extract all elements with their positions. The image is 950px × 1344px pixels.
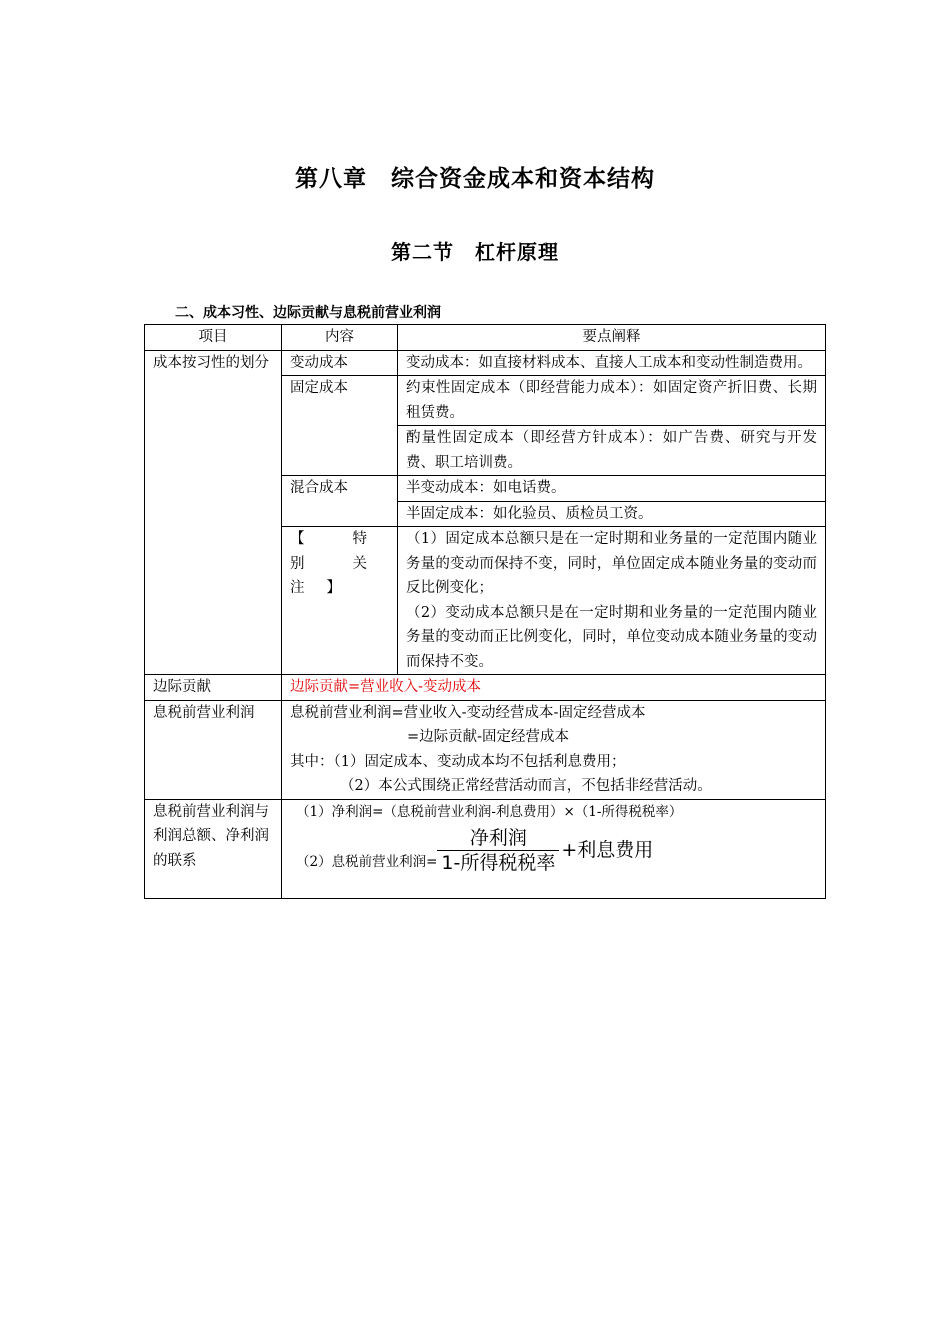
header-item: 项目 xyxy=(145,325,282,351)
table-row xyxy=(145,675,826,701)
relation-suffix: +利息费用 xyxy=(561,839,654,862)
ebit-line-2: =边际贡献-固定经营成本 xyxy=(407,729,570,745)
special-note-label: 【特别关注】 xyxy=(282,527,398,675)
relation-line-1: （1）净利润=（息税前营业利润-利息费用）×（1-所得税税率） xyxy=(296,803,683,820)
relation-fraction xyxy=(437,826,559,875)
section-title: 第二节 杠杆原理 xyxy=(391,240,559,264)
mixed-cost-label: 混合成本 xyxy=(282,476,398,527)
fixed-cost-label: 固定成本 xyxy=(282,376,398,476)
table-row xyxy=(145,350,826,376)
relation-formula xyxy=(282,799,826,898)
header-explanation: 要点阐释 xyxy=(398,325,826,351)
discretionary-fixed-cost-text: 酌量性固定成本（即经营方针成本）：如广告费、研究与开发费、职工培训费。 xyxy=(398,426,826,476)
subsection-title: 二、成本习性、边际贡献与息税前营业利润 xyxy=(175,305,441,321)
semi-variable-cost-text: 半变动成本：如电话费。 xyxy=(398,476,826,502)
cost-table xyxy=(144,324,826,899)
note-point-1: （1）固定成本总额只是在一定时期和业务量的一定范围内随业务量的变动而保持不变，同时，单位固定成本随业务量的变动而反比例变化； xyxy=(406,531,817,596)
relation-line-2 xyxy=(290,826,817,875)
semi-fixed-cost-text: 半固定成本：如化验员、质检员工资。 xyxy=(398,501,826,527)
fraction-denominator: 1-所得税税率 xyxy=(437,850,559,875)
relation-item: 息税前营业利润与利润总额、净利润的联系 xyxy=(145,799,282,898)
table-row xyxy=(145,700,826,799)
chapter-title: 第八章 综合资金成本和资本结构 xyxy=(295,166,655,192)
ebit-line-4: （2）本公式围绕正常经营活动而言，不包括非经营活动。 xyxy=(340,778,712,794)
special-note-text xyxy=(398,527,826,675)
cost-behavior-item: 成本按习性的划分 xyxy=(145,350,282,675)
ebit-line-3: 其中：（1）固定成本、变动成本均不包括利息费用； xyxy=(290,753,626,770)
relation-line-2-prefix: （2）息税前营业利润= xyxy=(296,854,438,871)
ebit-formula xyxy=(282,700,826,799)
header-content: 内容 xyxy=(282,325,398,351)
table-row xyxy=(145,799,826,898)
table-header-row xyxy=(145,325,826,351)
ebit-line-1: 息税前营业利润=营业收入-变动经营成本-固定经营成本 xyxy=(290,704,646,721)
variable-cost-label: 变动成本 xyxy=(282,350,398,376)
contribution-item: 边际贡献 xyxy=(145,675,282,701)
ebit-item: 息税前营业利润 xyxy=(145,700,282,799)
committed-fixed-cost-text: 约束性固定成本（即经营能力成本）：如固定资产折旧费、长期租赁费。 xyxy=(398,376,826,426)
contribution-formula: 边际贡献=营业收入-变动成本 xyxy=(282,675,826,701)
fraction-numerator: 净利润 xyxy=(469,827,527,849)
note-point-2: （2）变动成本总额只是在一定时期和业务量的一定范围内随业务量的变动而正比例变化，同时，单位变动成本随业务量的变动而保持不变。 xyxy=(406,604,817,670)
variable-cost-text: 变动成本：如直接材料成本、直接人工成本和变动性制造费用。 xyxy=(398,350,826,376)
